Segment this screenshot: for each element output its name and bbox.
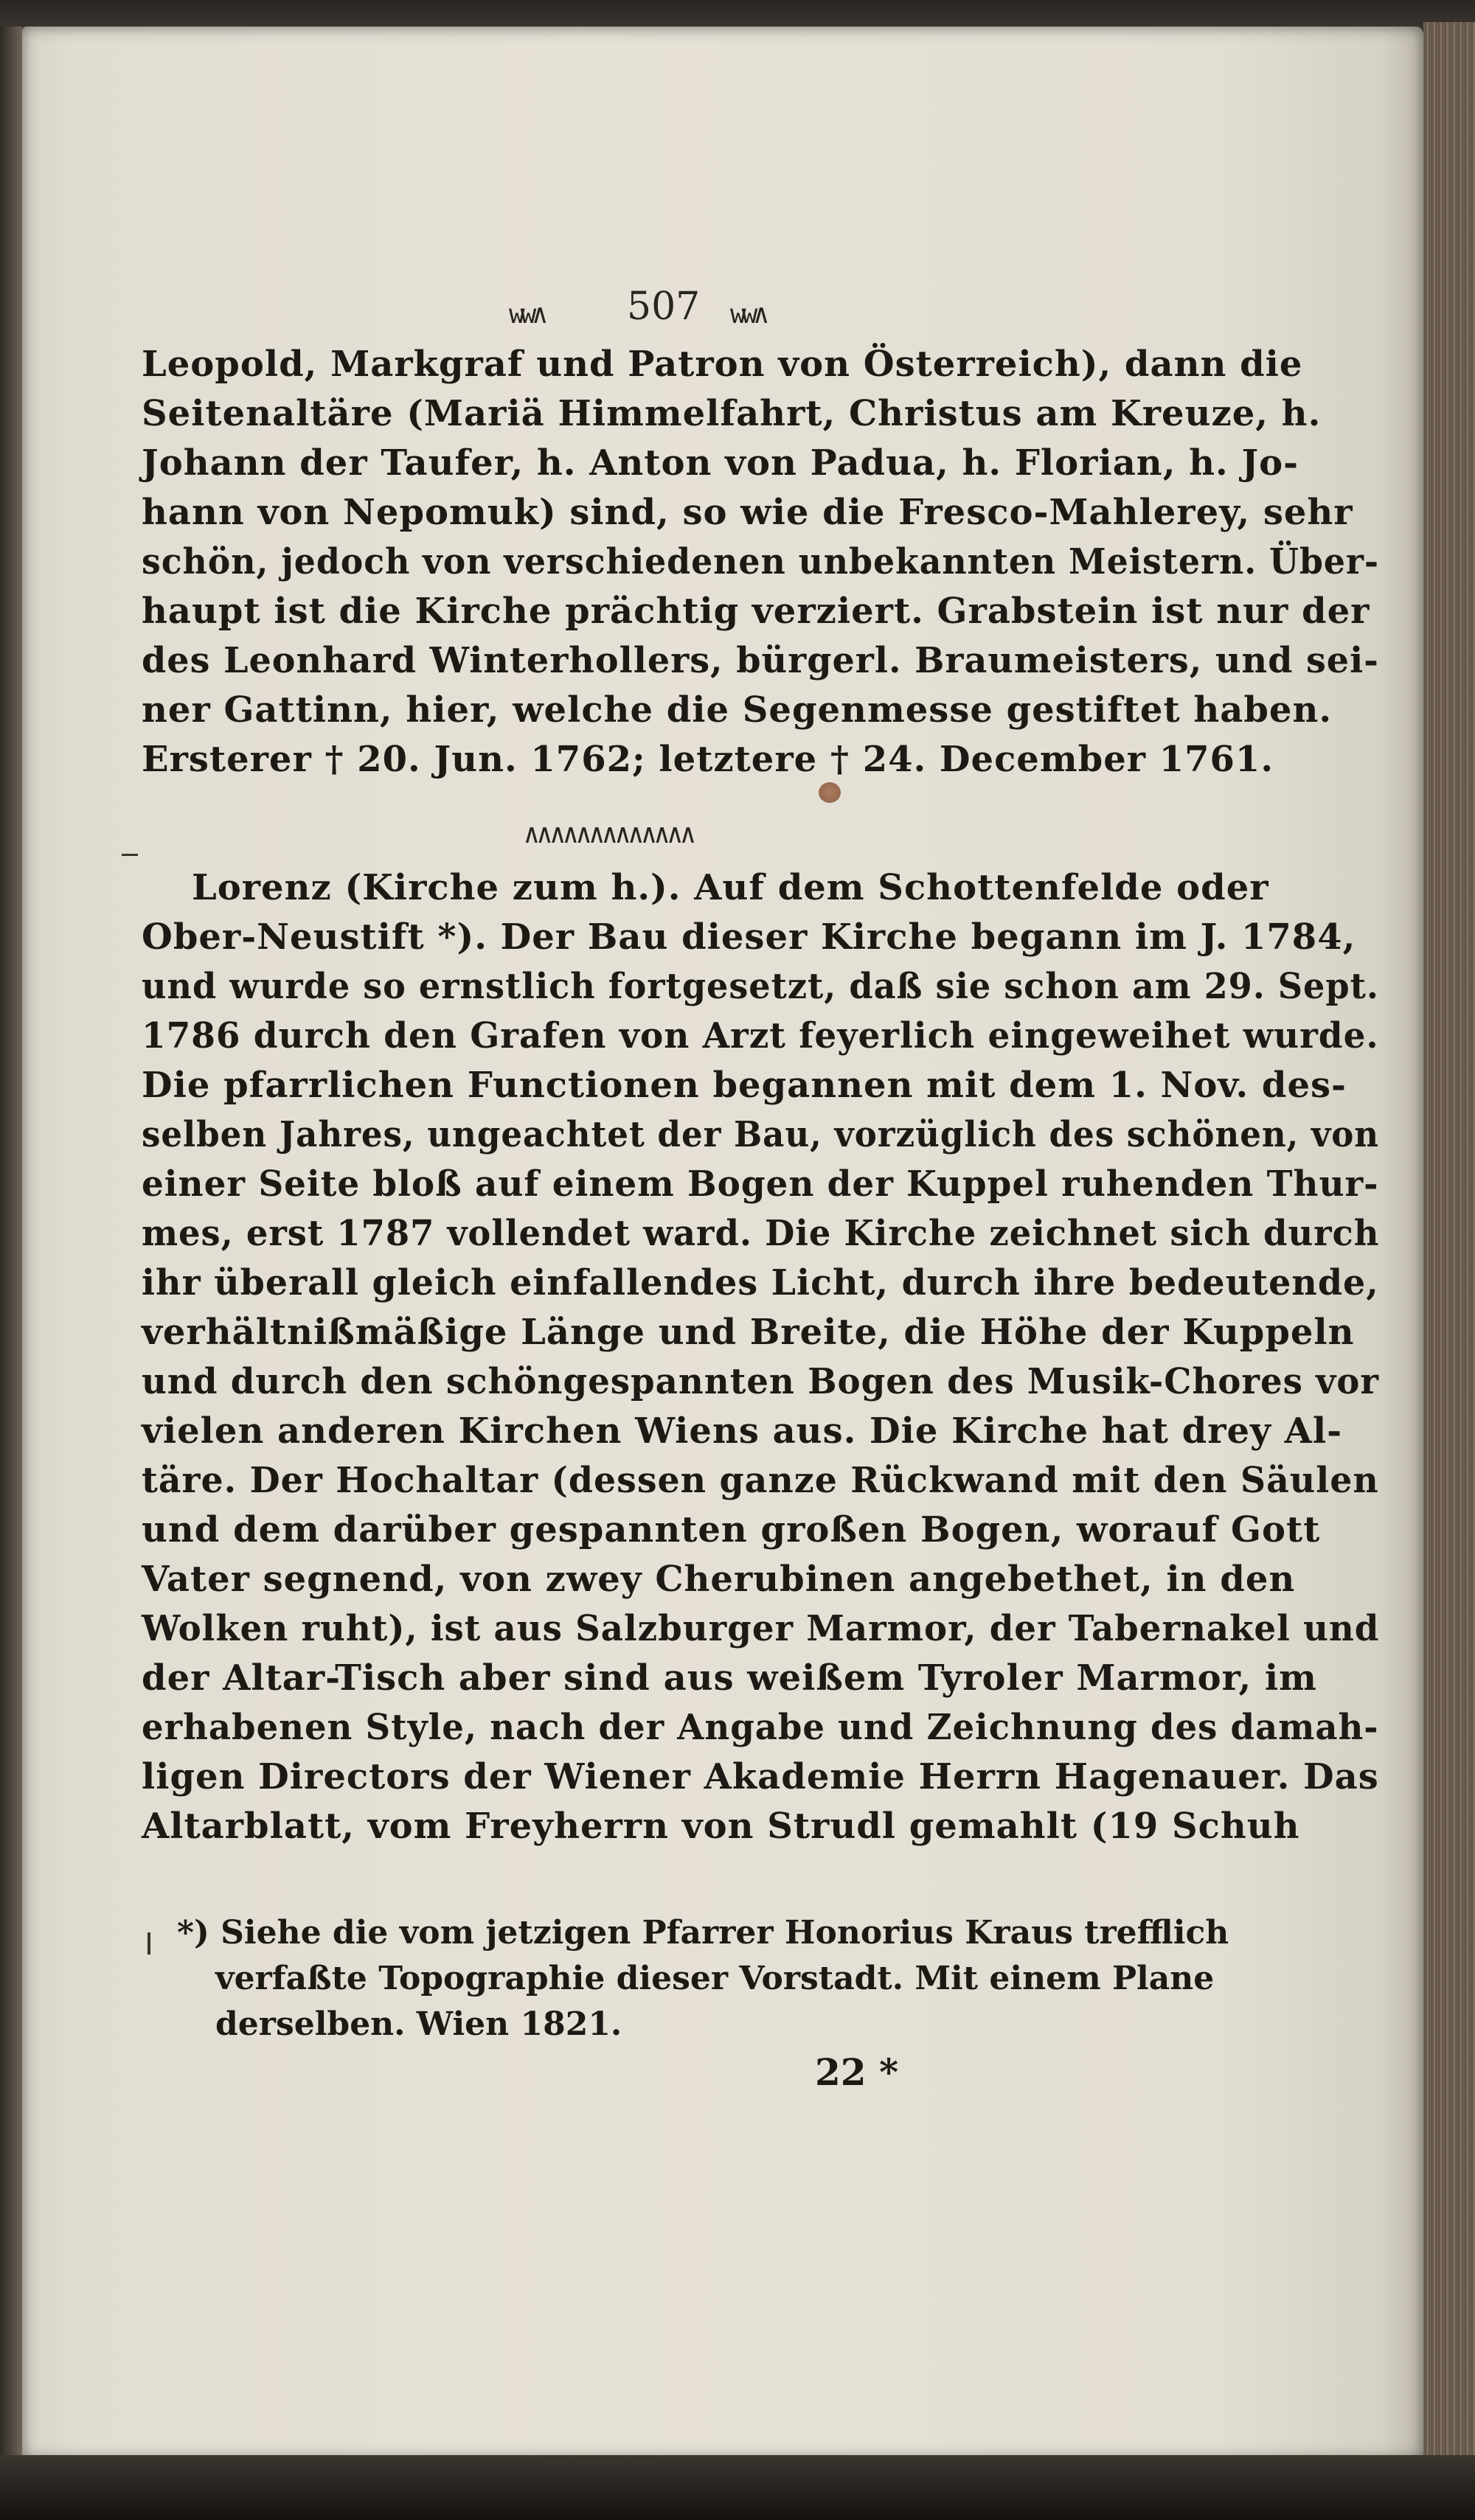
body-line: Wolken ruht), ist aus Salzburger Marmor, der Tabernakel und — [142, 1608, 1380, 1649]
body-line: der Altar-Tisch aber sind aus weißem Tyroler Marmor, im — [142, 1657, 1317, 1699]
body-line: schön, jedoch von verschiedenen unbekannten Meistern. Über- — [142, 541, 1379, 582]
footnote-line: derselben. Wien 1821. — [215, 2005, 622, 2043]
body-line: erhabenen Style, nach der Angabe und Zeichnung des damah- — [142, 1707, 1379, 1748]
page-edges — [1423, 22, 1475, 2462]
body-line: Johann der Taufer, h. Anton von Padua, h. Florian, h. Jo- — [142, 442, 1299, 484]
body-line: und wurde so ernstlich fortgesetzt, daß sie schon am 29. Sept. — [142, 966, 1379, 1007]
body-line: Vater segnend, von zwey Cherubinen angebethet, in den — [142, 1559, 1296, 1600]
body-line: Ober-Neustift *). Der Bau dieser Kirche begann im J. 1784, — [142, 916, 1356, 958]
footnote-margin-mark — [148, 1932, 150, 1955]
body-line: hann von Nepomuk) sind, so wie die Fresco-Mahlerey, sehr — [142, 492, 1353, 533]
body-line: ligen Directors der Wiener Akademie Herrn Hagenauer. Das — [142, 1756, 1379, 1797]
body-line: 1786 durch den Grafen von Arzt feyerlich eingeweihet wurde. — [142, 1015, 1379, 1057]
body-line: ner Gattinn, hier, welche die Segenmesse gestiftet haben. — [142, 689, 1333, 731]
header-ornament-left: ww∧ — [509, 299, 544, 330]
body-line: Altarblatt, vom Freyherrn von Strudl gemahlt (19 Schuh — [142, 1806, 1300, 1847]
body-line: haupt ist die Kirche prächtig verziert. Grabstein ist nur der — [142, 591, 1370, 632]
bottom-border — [0, 2455, 1475, 2520]
footnote-line: verfaßte Topographie dieser Vorstadt. Mit einem Plane — [215, 1960, 1215, 1997]
body-line: Ersterer † 20. Jun. 1762; letztere † 24. December 1761. — [142, 739, 1274, 780]
body-line: ihr überall gleich einfallendes Licht, durch ihre bedeutende, — [142, 1262, 1379, 1303]
body-line: vielen anderen Kirchen Wiens aus. Die Kirche hat drey Al- — [142, 1410, 1343, 1452]
header-ornament-right: ww∧ — [730, 299, 766, 330]
ink-stain — [819, 782, 841, 803]
body-line: Seitenaltäre (Mariä Himmelfahrt, Christus am Kreuze, h. — [142, 393, 1322, 434]
running-header — [509, 285, 833, 336]
body-line: des Leonhard Winterhollers, bürgerl. Braumeisters, und sei- — [142, 640, 1379, 681]
left-binding-edge — [0, 27, 22, 2460]
body-line: und dem darüber gespannten großen Bogen, worauf Gott — [142, 1509, 1321, 1550]
margin-mark — [122, 854, 138, 856]
body-line: Leopold, Markgraf und Patron von Österreich), dann die — [142, 344, 1303, 385]
book-page — [22, 27, 1423, 2460]
top-border — [0, 0, 1475, 29]
footnote-line: *) Siehe die vom jetzigen Pfarrer Honorius Kraus trefflich — [177, 1914, 1229, 1952]
section-divider: ∧∧∧∧∧∧∧∧∧∧∧∧∧ — [524, 819, 693, 849]
body-line: Lorenz (Kirche zum h.). Auf dem Schottenfelde oder — [192, 867, 1269, 908]
signature-mark: 22 * — [815, 2050, 899, 2094]
page-number: 507 — [627, 285, 701, 329]
body-line: Die pfarrlichen Functionen begannen mit dem 1. Nov. des- — [142, 1065, 1347, 1106]
body-line: mes, erst 1787 vollendet ward. Die Kirche zeichnet sich durch — [142, 1213, 1380, 1254]
body-line: verhältnißmäßige Länge und Breite, die Höhe der Kuppeln — [142, 1312, 1355, 1353]
body-line: selben Jahres, ungeachtet der Bau, vorzüglich des schönen, von — [142, 1114, 1380, 1155]
body-line: täre. Der Hochaltar (dessen ganze Rückwand mit den Säulen — [142, 1460, 1379, 1501]
body-line: einer Seite bloß auf einem Bogen der Kuppel ruhenden Thur- — [142, 1163, 1379, 1205]
body-line: und durch den schöngespannten Bogen des Musik-Chores vor — [142, 1361, 1379, 1402]
